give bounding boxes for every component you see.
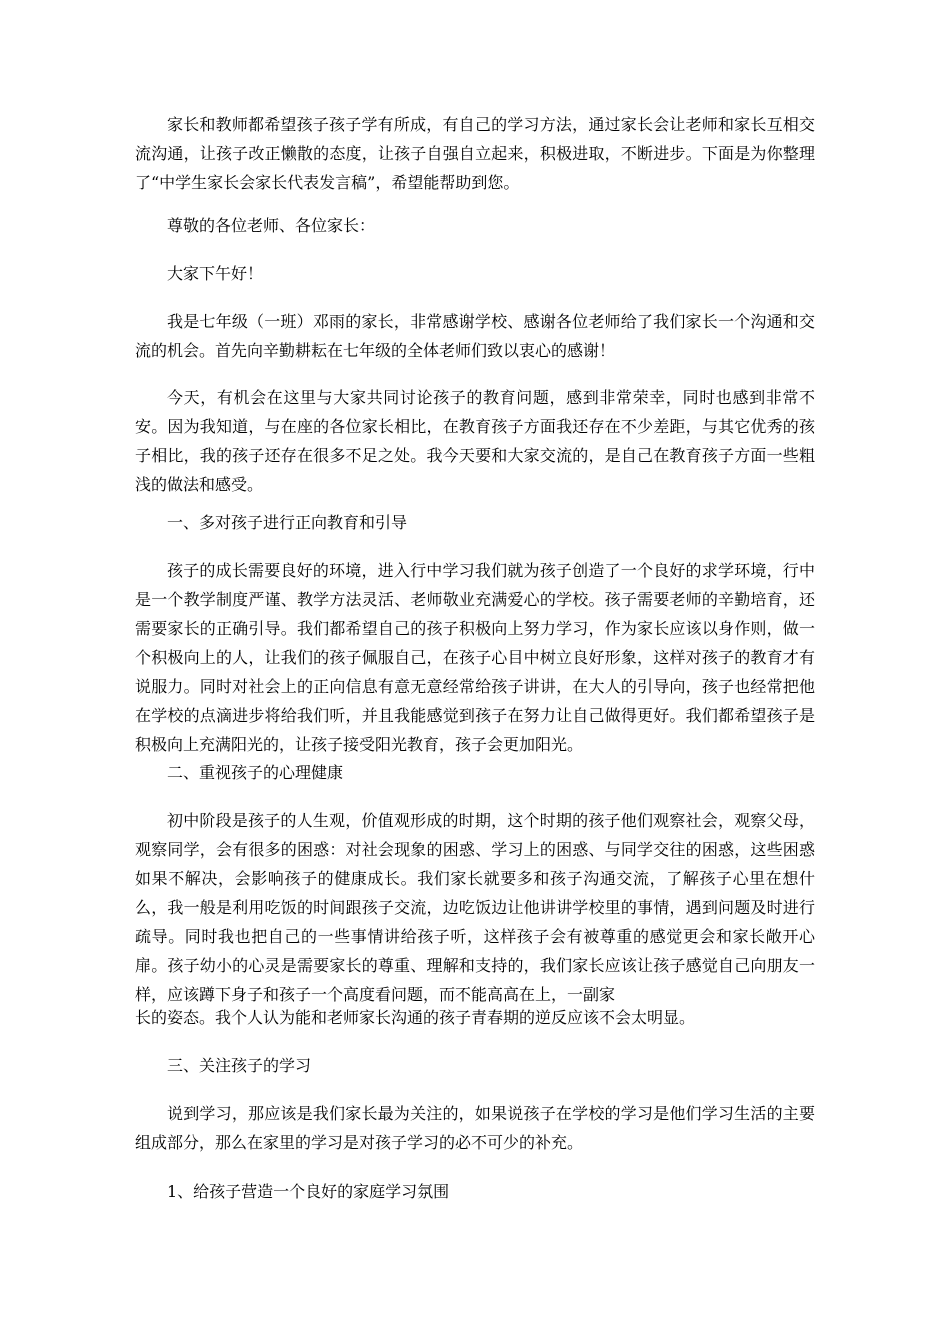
section-heading-2: 二、重视孩子的心理健康 — [167, 763, 344, 782]
self-introduction-paragraph: 我是七年级（一班）邓雨的家长，非常感谢学校、感谢各位老师给了我们家长一个沟通和交流的机会。首先向辛勤耕耘在七年级的全体老师们致以衷心的感谢！ — [135, 312, 815, 360]
section-3-paragraph: 说到学习，那应该是我们家长最为关注的，如果说孩子在学校的学习是他们学习生活的主要组成部分，那么在家里的学习是对孩子学习的必不可少的补充。 — [135, 1104, 815, 1152]
greeting: 大家下午好！ — [167, 264, 264, 283]
section-heading-3: 三、关注孩子的学习 — [167, 1056, 312, 1075]
salutation: 尊敬的各位老师、各位家长： — [167, 216, 376, 235]
section-2-continuation: 长的姿态。我个人认为能和老师家长沟通的孩子青春期的逆反应该不会太明显。 — [135, 1008, 696, 1027]
section-2-paragraph: 初中阶段是孩子的人生观，价值观形成的时期，这个时期的孩子他们观察社会，观察父母，观察同学，会有很多的困惑：对社会现象的困惑、学习上的困惑、与同学交往的困惑，这些困惑如果不解决，会影响孩子的健康成长。我们家长就要多和孩子沟通交流，了解孩子心里在想什么，我一般是利用吃饭的时间跟孩子交流，边吃饭边让他讲讲学校里的事情，遇到问题及时进行疏导。同时我也把自己的一些事情讲给孩子听，这样孩子会有被尊重的感觉更会和家长敞开心扉。孩子幼小的心灵是需要家长的尊重、理解和支持的，我们家长应该让孩子感觉自己向朋友一样，应该蹲下身子和孩子一个高度看问题，而不能高高在上，一副家 — [135, 811, 815, 1004]
section-1-paragraph: 孩子的成长需要良好的环境，进入行中学习我们就为孩子创造了一个良好的求学环境，行中是一个教学制度严谨、教学方法灵活、老师敬业充满爱心的学校。孩子需要老师的辛勤培育，还需要家长的正确引导。我们都希望自己的孩子积极向上努力学习，作为家长应该以身作则，做一个积极向上的人，让我们的孩子佩服自己，在孩子心目中树立良好形象，这样对孩子的教育才有说服力。同时对社会上的正向信息有意无意经常给孩子讲讲，在大人的引导向，孩子也经常把他在学校的点滴进步将给我们听，并且我能感觉到孩子在努力让自己做得更好。我们都希望孩子是积极向上充满阳光的，让孩子接受阳光教育，孩子会更加阳光。 — [135, 561, 815, 754]
subsection-heading-1: 1、给孩子营造一个良好的家庭学习氛围 — [167, 1182, 450, 1201]
intro-paragraph: 家长和教师都希望孩子孩子学有所成，有自己的学习方法，通过家长会让老师和家长互相交流沟通，让孩子改正懒散的态度，让孩子自强自立起来，积极进取，不断进步。下面是为你整理了“中学生家长会家长代表发言稿”，希望能帮助到您。 — [135, 115, 815, 192]
section-heading-1: 一、多对孩子进行正向教育和引导 — [167, 513, 408, 532]
opening-paragraph: 今天，有机会在这里与大家共同讨论孩子的教育问题，感到非常荣幸，同时也感到非常不安。因为我知道，与在座的各位家长相比，在教育孩子方面我还存在不少差距，与其它优秀的孩子相比，我的孩子还存在很多不足之处。我今天要和大家交流的，是自己在教育孩子方面一些粗浅的做法和感受。 — [135, 388, 815, 494]
